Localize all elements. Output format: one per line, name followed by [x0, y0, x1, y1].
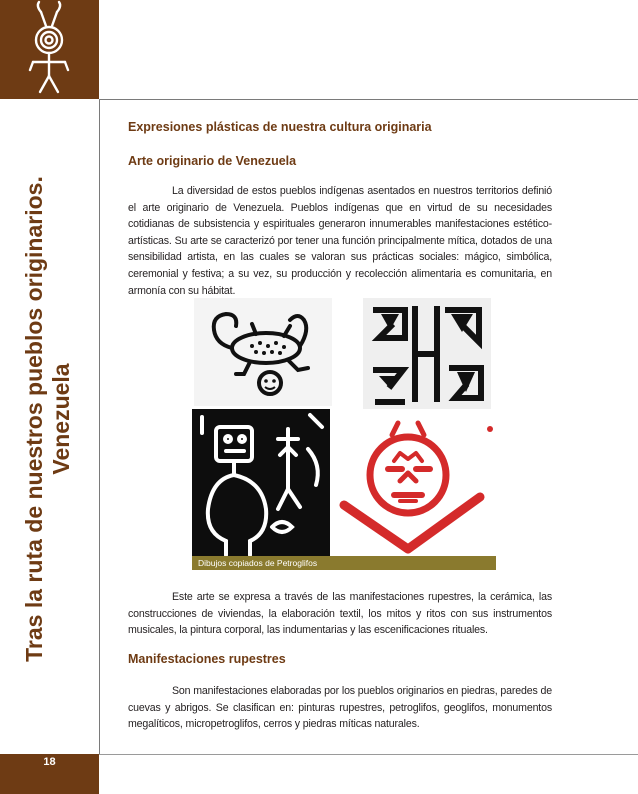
petroglyph-geometric-figure [363, 298, 491, 412]
logo-box [0, 0, 99, 99]
vertical-title-line-2: Venezuela [48, 363, 74, 475]
vertical-title-line-1: Tras la ruta de nuestros pueblos originarios. [21, 176, 47, 662]
page-title: Expresiones plásticas de nuestra cultura originaria [128, 120, 432, 134]
petroglyph-red-face [330, 409, 498, 556]
section-heading-rupestres: Manifestaciones rupestres [128, 652, 286, 666]
section-heading-arte: Arte originario de Venezuela [128, 154, 297, 168]
petroglyph-figures-black [192, 409, 330, 556]
footer-divider [99, 754, 638, 755]
page-number: 18 [43, 756, 56, 768]
paragraph-rupestres: Son manifestaciones elaboradas por los pueblos originarios en piedras, paredes de cuevas y abrigos. Se clasifican en: pinturas rupestres, petroglifos, geoglifos, monumentos megalíticos, micropetroglifos, cerros y piedras míticas naturales. [128, 685, 552, 731]
sidebar-divider [99, 99, 100, 754]
figure-caption: Dibujos copiados de Petroglifos [198, 558, 318, 568]
header-divider [99, 99, 638, 100]
petroglyph-figure-icon [0, 0, 99, 99]
petroglyph-lizard-figure [194, 298, 332, 406]
paragraph-expression: Este arte se expresa a través de las manifestaciones rupestres, la cerámica, las construcciones de viviendas, la elaboración textil, los mitos y ritos con sus instrumentos musicales, la pintura corporal, las indumentarias y las escenificaciones rituales. [128, 591, 552, 637]
paragraph-intro: La diversidad de estos pueblos indígenas asentados en nuestros territorios definió el arte originario de Venezuela. Pueblos indígenas que en virtud de su necesidades cotidianas de subsistencia y espirituales generaron innumerables manifestaciones estético-artísticas. Su arte se caracterizó por tener una función principalmente mítica, dotados de una sensibilidad artista, en las cuales se valoran sus prácticas sociales: mágico, simbólica, ceremonial y festiva; a su vez, su producción y recolección alimentaria es comunitaria, en armonía con su hábitat. [128, 185, 552, 297]
vertical-book-title [21, 159, 75, 679]
